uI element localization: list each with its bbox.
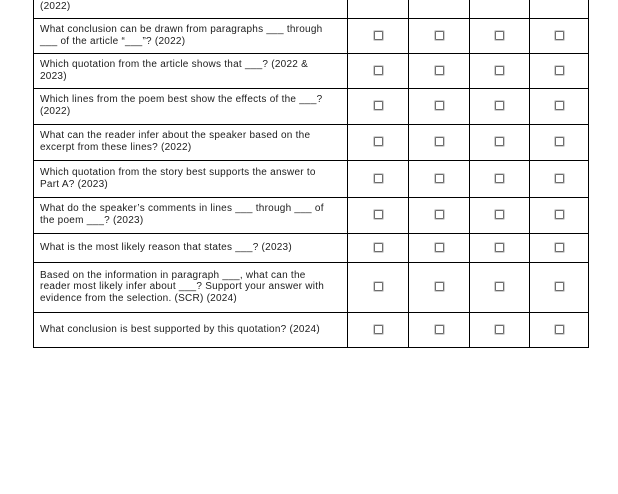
- question-cell: [34, 53, 348, 88]
- checkbox-cell: [409, 18, 470, 53]
- checkbox-unchecked-icon[interactable]: [435, 325, 444, 334]
- checkbox-cell: [470, 18, 530, 53]
- checkbox-cell: [530, 233, 589, 262]
- table-row: [34, 88, 589, 124]
- checkbox-cell: [470, 0, 530, 18]
- question-text: What can the reader infer about the speaker based on the excerpt from these lines? (2022): [40, 130, 311, 153]
- checkbox-unchecked-icon[interactable]: [435, 137, 444, 146]
- checkbox-cell: [530, 53, 589, 88]
- checkbox-unchecked-icon[interactable]: [495, 101, 504, 110]
- checkbox-cell: [348, 18, 409, 53]
- table-row: [34, 0, 589, 18]
- checkbox-cell: [348, 53, 409, 88]
- checkbox-cell: [530, 262, 589, 312]
- checkbox-unchecked-icon[interactable]: [495, 137, 504, 146]
- checkbox-unchecked-icon[interactable]: [495, 325, 504, 334]
- checkbox-cell: [530, 88, 589, 124]
- question-cell: [34, 160, 348, 197]
- question-text: Which lines from the poem best show the effects of the ___? (2022): [40, 94, 323, 117]
- question-text: Which quotation from the story best supports the answer to Part A? (2023): [40, 166, 316, 190]
- table-row: [34, 233, 589, 262]
- checkbox-cell: [470, 88, 530, 124]
- question-cell: [34, 88, 348, 124]
- checkbox-cell: [409, 0, 470, 18]
- checkbox-cell: [409, 233, 470, 262]
- checkbox-unchecked-icon[interactable]: [435, 210, 444, 219]
- checkbox-unchecked-icon[interactable]: [555, 282, 564, 291]
- checkbox-cell: [409, 124, 470, 160]
- checkbox-unchecked-icon[interactable]: [435, 282, 444, 291]
- checkbox-unchecked-icon[interactable]: [374, 174, 383, 183]
- question-text: (2022): [40, 1, 71, 12]
- checkbox-cell: [348, 88, 409, 124]
- question-text: Based on the information in paragraph ___, what can the reader most likely infer about ___? Support your answer with evidence from the selection. (SCR) (2024): [40, 269, 325, 304]
- checkbox-unchecked-icon[interactable]: [374, 101, 383, 110]
- question-cell: [34, 233, 348, 262]
- checkbox-unchecked-icon[interactable]: [555, 31, 564, 40]
- checkbox-cell: [470, 197, 530, 233]
- checkbox-cell: [409, 88, 470, 124]
- table-row: [34, 18, 589, 53]
- checkbox-unchecked-icon[interactable]: [555, 243, 564, 252]
- question-cell: [34, 262, 348, 312]
- table-row: [34, 262, 589, 312]
- checkbox-unchecked-icon[interactable]: [495, 31, 504, 40]
- checkbox-unchecked-icon[interactable]: [435, 31, 444, 40]
- checkbox-cell: [409, 160, 470, 197]
- table-row: [34, 53, 589, 88]
- checkbox-cell: [348, 0, 409, 18]
- checkbox-cell: [348, 124, 409, 160]
- question-cell: [34, 124, 348, 160]
- checkbox-cell: [409, 197, 470, 233]
- checkbox-cell: [530, 0, 589, 18]
- question-cell: [34, 312, 348, 347]
- table-row: [34, 312, 589, 347]
- checkbox-unchecked-icon[interactable]: [555, 210, 564, 219]
- question-text: What is the most likely reason that states ___? (2023): [40, 241, 292, 253]
- checkbox-unchecked-icon[interactable]: [555, 325, 564, 334]
- table-row: [34, 197, 589, 233]
- question-cell: [34, 197, 348, 233]
- checkbox-unchecked-icon[interactable]: [495, 282, 504, 291]
- checkbox-cell: [470, 262, 530, 312]
- question-cell: [34, 18, 348, 53]
- checkbox-cell: [470, 53, 530, 88]
- checkbox-cell: [409, 312, 470, 347]
- checkbox-cell: [348, 197, 409, 233]
- checkbox-cell: [470, 233, 530, 262]
- checkbox-unchecked-icon[interactable]: [374, 137, 383, 146]
- checkbox-unchecked-icon[interactable]: [435, 66, 444, 75]
- table-row: [34, 160, 589, 197]
- checkbox-unchecked-icon[interactable]: [374, 325, 383, 334]
- checkbox-unchecked-icon[interactable]: [374, 282, 383, 291]
- checkbox-unchecked-icon[interactable]: [495, 243, 504, 252]
- checkbox-unchecked-icon[interactable]: [435, 174, 444, 183]
- checkbox-cell: [470, 124, 530, 160]
- checkbox-cell: [348, 233, 409, 262]
- checkbox-unchecked-icon[interactable]: [435, 243, 444, 252]
- checkbox-cell: [530, 312, 589, 347]
- checkbox-cell: [409, 53, 470, 88]
- table-row: [34, 124, 589, 160]
- checkbox-unchecked-icon[interactable]: [374, 210, 383, 219]
- question-text: Which quotation from the article shows that ___? (2022 & 2023): [40, 58, 309, 82]
- checkbox-unchecked-icon[interactable]: [495, 210, 504, 219]
- checkbox-unchecked-icon[interactable]: [555, 174, 564, 183]
- question-text: What conclusion is best supported by this quotation? (2024): [40, 323, 320, 335]
- checkbox-cell: [409, 262, 470, 312]
- checkbox-cell: [530, 124, 589, 160]
- checkbox-cell: [530, 18, 589, 53]
- question-tracking-table: [33, 0, 589, 348]
- checkbox-cell: [530, 160, 589, 197]
- checkbox-unchecked-icon[interactable]: [495, 66, 504, 75]
- checkbox-cell: [348, 262, 409, 312]
- checkbox-cell: [470, 312, 530, 347]
- checkbox-cell: [470, 160, 530, 197]
- checkbox-unchecked-icon[interactable]: [435, 101, 444, 110]
- checkbox-unchecked-icon[interactable]: [374, 31, 383, 40]
- checkbox-cell: [348, 160, 409, 197]
- checkbox-unchecked-icon[interactable]: [555, 66, 564, 75]
- question-text: What do the speaker’s comments in lines ___ through ___ of the poem ___? (2023): [40, 203, 324, 226]
- checkbox-unchecked-icon[interactable]: [374, 66, 383, 75]
- checkbox-cell: [530, 197, 589, 233]
- question-cell: [34, 0, 348, 18]
- checkbox-unchecked-icon[interactable]: [555, 101, 564, 110]
- checkbox-unchecked-icon[interactable]: [374, 243, 383, 252]
- checkbox-unchecked-icon[interactable]: [495, 174, 504, 183]
- question-text: What conclusion can be drawn from paragraphs ___ through ___ of the article “___”? (2022): [40, 23, 323, 47]
- checkbox-cell: [348, 312, 409, 347]
- checkbox-unchecked-icon[interactable]: [555, 137, 564, 146]
